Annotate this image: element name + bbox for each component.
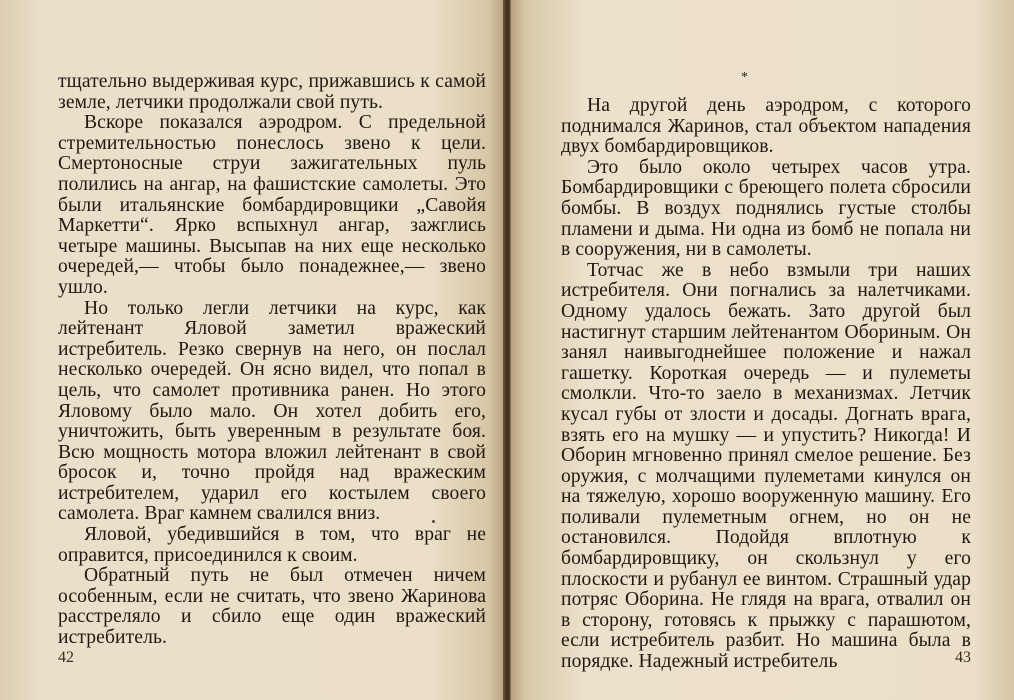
section-star: * bbox=[741, 70, 748, 85]
left-page-text bbox=[58, 72, 486, 649]
paragraph: Это было около четырех часов утра. Бомбардировщики с бреющего полета сбросили бомбы. В воздух поднялись густые столбы пламени и дыма. Ни одна из бомб не попала ни в сооружения, ни в самолеты. bbox=[561, 156, 971, 261]
page-number: 42 bbox=[58, 649, 74, 666]
paragraph: Тотчас же в небо взмыли три наших истребителя. Они погнались за налетчиками. Одному удалось бежать. Зато другой был настигнут старшим лейтенантом Обориным. Он занял наивыгоднейшее положение и нажал гашетку. Короткая очередь — и пулеметы смолкли. Что-то заело в механизмах. Летчик кусал губы от злости и досады. Догнать врага, взять его на мушку — и упустить? Никогда! И Оборин мгновенно принял смелое решение. Без оружия, с молчащими пулеметами кинулся он на тяжелую, хорошо вооруженную машину. Его поливали пулеметным огнем, но он не остановился. Подойдя вплотную к бомбардировщику, он скользнул у его плоскости и рубанул ее винтом. Страшный удар потряс Оборина. Не глядя на врага, отвалил он в сторону, готовясь к прыжку с парашютом, если истребитель разбит. Но машина была в порядке. Надежный истребитель bbox=[561, 259, 971, 673]
right-page bbox=[510, 0, 1014, 700]
paragraph: тщательно выдерживая курс, прижавшись к самой земле, летчики продолжали свой путь. bbox=[58, 71, 486, 113]
paper-speck bbox=[432, 520, 435, 523]
paragraph: Вскоре показался аэродром. С предельной стремительностью понеслось звено к цели. Смертоносные струи зажигательных пуль полились на ангар, на фашистские самолеты. Это были итальянские бомбардировщики „Савойя Маркетти“. Ярко вспыхнул ангар, зажглись четыре машины. Высыпав на них еще несколько очередей,— чтобы было понадежнее,— звено ушло. bbox=[58, 112, 486, 298]
page-number: 43 bbox=[955, 649, 971, 666]
paragraph: Но только легли летчики на курс, как лейтенант Яловой заметил вражеский истребитель. Резко свернув на него, он послал несколько очередей. Он ясно видел, что попал в цель, что самолет противника ранен. Но этого Яловому было мало. Он хотел добить его, уничтожить, быть уверенным в результате боя. Всю мощность мотора вложил лейтенант в свой бросок и, точно пройдя над вражеским истребителем, ударил его костылем своего самолета. Враг камнем свалился вниз. bbox=[58, 297, 486, 525]
left-page bbox=[0, 0, 505, 700]
paragraph: Яловой, убедившийся в том, что враг не оправится, присоединился к своим. bbox=[58, 524, 486, 566]
paragraph: Обратный путь не был отмечен ничем особенным, если не считать, что звено Жаринова расстреляло и сбило еще один вражеский истребитель. bbox=[58, 565, 486, 649]
paragraph: На другой день аэродром, с которого поднимался Жаринов, стал объектом нападения двух бомбардировщиков. bbox=[561, 95, 971, 158]
right-page-text bbox=[561, 96, 971, 673]
